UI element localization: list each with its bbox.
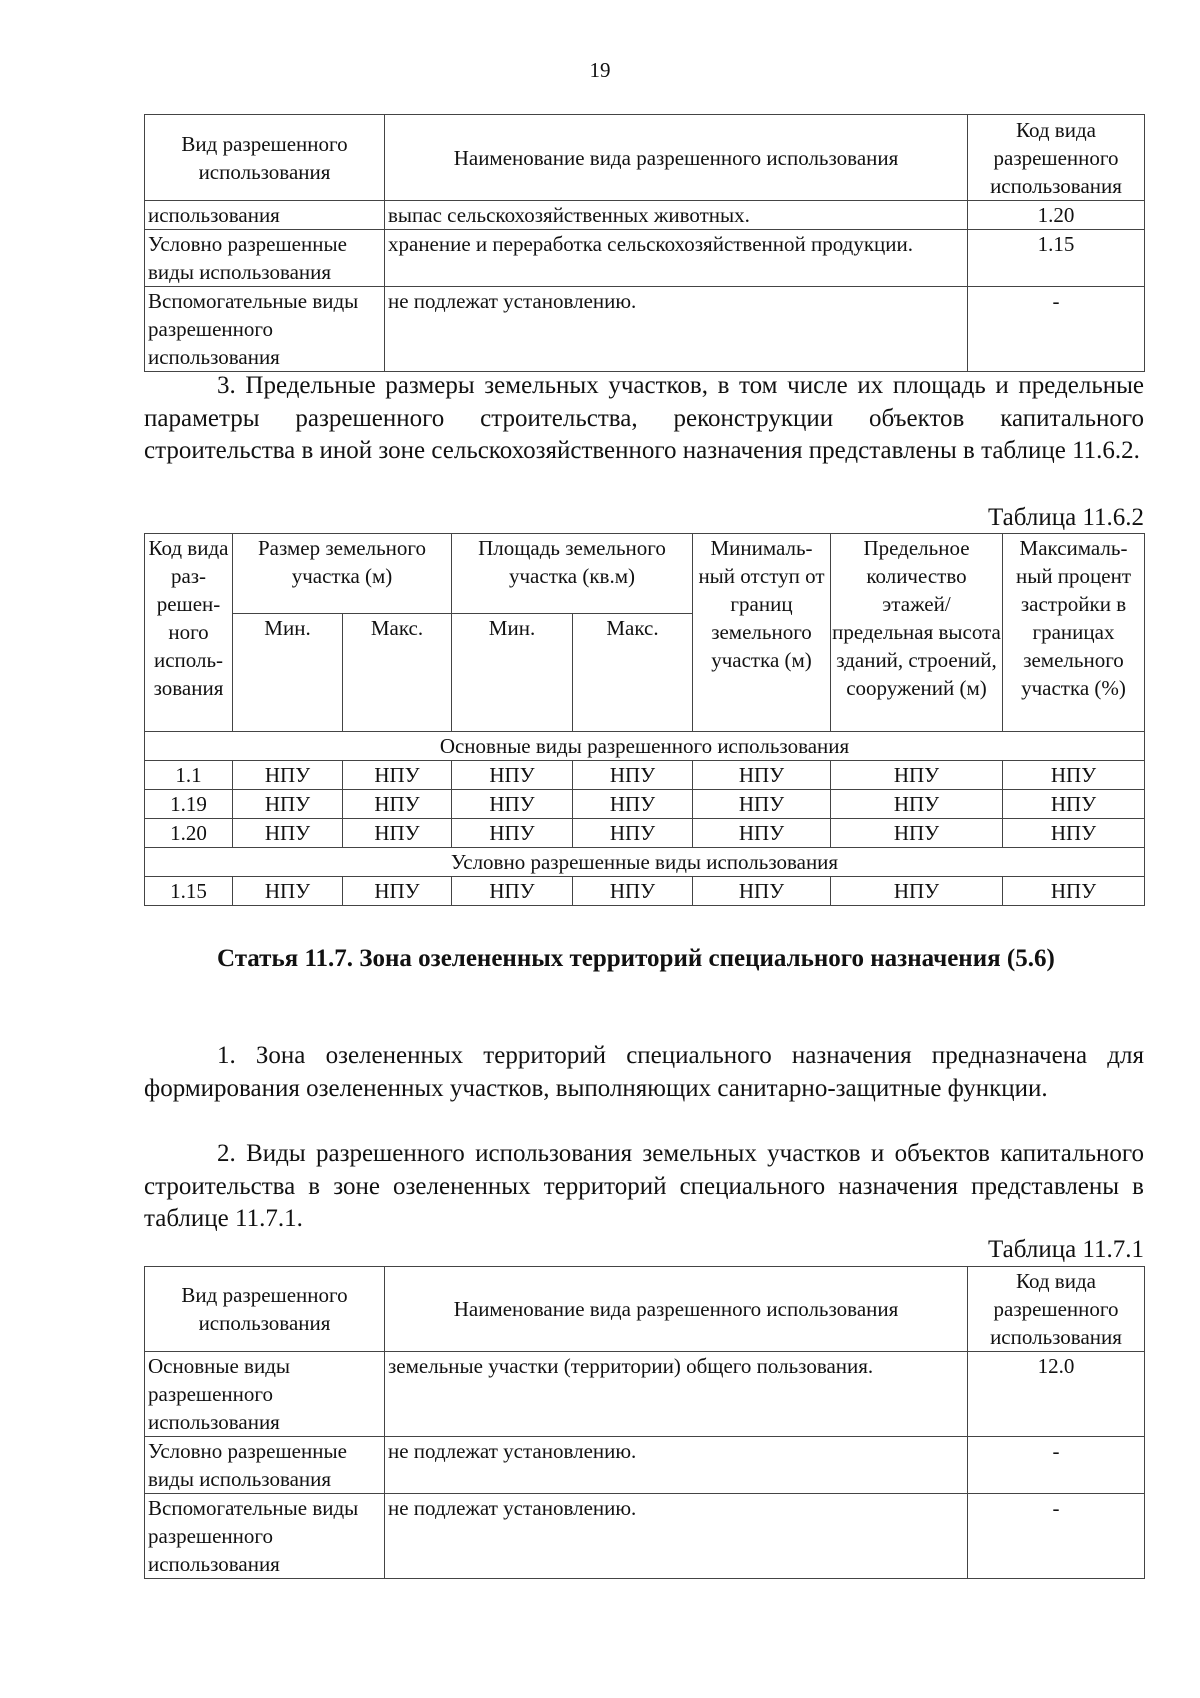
- cell-value: НПУ: [831, 790, 1003, 819]
- cell-use-type: Условно разрешенные виды использования: [145, 1437, 385, 1494]
- cell-use-code: -: [968, 1437, 1145, 1494]
- header-area-max: Макс.: [573, 614, 693, 732]
- paragraph-3: 3. Предельные размеры земельных участков, в том числе их площадь и предельные параметры разрешенного строительства, реконструкции объектов капитального строительства в иной зоне сельскохозяйственного назначения представлены в таблице 11.6.2.: [144, 372, 1144, 464]
- cell-value: НПУ: [233, 877, 343, 906]
- cell-use-name: земельные участки (территории) общего пользования.: [385, 1352, 968, 1437]
- cell-value: НПУ: [343, 790, 452, 819]
- paragraph-1: 1. Зона озелененных территорий специального назначения предназначена для формирования озелененных участков, выполняющих санитарно-защитные функции.: [144, 1042, 1144, 1102]
- cell-use-name: хранение и переработка сельскохозяйственной продукции.: [385, 230, 968, 287]
- cell-use-name: не подлежат установлению.: [385, 1494, 968, 1579]
- section-conditional-uses: Условно разрешенные виды использования: [145, 848, 1145, 877]
- section-row-conditional: [145, 848, 1145, 877]
- table-caption-11-6-2: Таблица 11.6.2: [988, 504, 1144, 531]
- table-row: [145, 1352, 1145, 1437]
- table-row: [145, 230, 1145, 287]
- table-header-row: [145, 1267, 1145, 1352]
- cell-code: 1.20: [145, 819, 233, 848]
- header-use-type: Вид разрешенного использования: [145, 1267, 385, 1352]
- cell-value: НПУ: [693, 819, 831, 848]
- table-11-7-1: [144, 1266, 1145, 1579]
- cell-value: НПУ: [233, 761, 343, 790]
- cell-value: НПУ: [452, 819, 573, 848]
- table-row: [145, 790, 1145, 819]
- cell-use-name: не подлежат установлению.: [385, 287, 968, 372]
- header-use-code: Код вида разрешенного использования: [968, 115, 1145, 201]
- paragraph-2: 2. Виды разрешенного использования земельных участков и объектов капитального строительства в зоне озелененных территорий специального назначения представлены в таблице 11.7.1.: [144, 1140, 1144, 1232]
- header-size-min: Мин.: [233, 614, 343, 732]
- cell-use-code: 1.15: [968, 230, 1145, 287]
- cell-value: НПУ: [573, 877, 693, 906]
- table-caption-11-7-1: Таблица 11.7.1: [988, 1236, 1144, 1263]
- cell-value: НПУ: [1003, 819, 1145, 848]
- cell-use-code: -: [968, 1494, 1145, 1579]
- cell-value: НПУ: [831, 761, 1003, 790]
- cell-use-code: 1.20: [968, 201, 1145, 230]
- cell-value: НПУ: [831, 877, 1003, 906]
- cell-use-type: Вспомогательные виды разрешенного использования: [145, 1494, 385, 1579]
- table-row: [145, 201, 1145, 230]
- cell-code: 1.19: [145, 790, 233, 819]
- section-main-uses: Основные виды разрешенного использования: [145, 732, 1145, 761]
- cell-value: НПУ: [831, 819, 1003, 848]
- header-code: Код вида раз-решен-ного исполь-зования: [145, 534, 233, 732]
- cell-value: НПУ: [693, 877, 831, 906]
- cell-value: НПУ: [233, 790, 343, 819]
- table-row: [145, 287, 1145, 372]
- cell-use-name: не подлежат установлению.: [385, 1437, 968, 1494]
- cell-value: НПУ: [452, 761, 573, 790]
- cell-value: НПУ: [573, 819, 693, 848]
- cell-code: 1.15: [145, 877, 233, 906]
- cell-value: НПУ: [343, 819, 452, 848]
- cell-value: НПУ: [233, 819, 343, 848]
- section-row-main: [145, 732, 1145, 761]
- cell-value: НПУ: [343, 877, 452, 906]
- header-use-type: Вид разрешенного использования: [145, 115, 385, 201]
- cell-value: НПУ: [452, 877, 573, 906]
- table-row: [145, 819, 1145, 848]
- table-header-row: [145, 115, 1145, 201]
- table-row: [145, 761, 1145, 790]
- cell-use-type: Вспомогательные виды разрешенного использования: [145, 287, 385, 372]
- cell-value: НПУ: [1003, 761, 1145, 790]
- cell-value: НПУ: [573, 790, 693, 819]
- header-area-min: Мин.: [452, 614, 573, 732]
- page-number: 19: [589, 58, 611, 82]
- cell-use-type: Основные виды разрешенного использования: [145, 1352, 385, 1437]
- cell-use-name: выпас сельскохозяйственных животных.: [385, 201, 968, 230]
- table-header-row: [145, 534, 1145, 614]
- article-heading: Статья 11.7. Зона озелененных территорий специального назначения (5.6): [217, 945, 1055, 972]
- header-plot-area: Площадь земельного участка (кв.м): [452, 534, 693, 614]
- header-plot-size: Размер земельного участка (м): [233, 534, 452, 614]
- cell-value: НПУ: [693, 790, 831, 819]
- header-max-floors: Предельное количество этажей/ предельная высота зданий, строений, сооружений (м): [831, 534, 1003, 732]
- table-land-use-continued: [144, 114, 1145, 372]
- table-11-6-2: [144, 533, 1145, 906]
- cell-value: НПУ: [343, 761, 452, 790]
- cell-value: НПУ: [1003, 877, 1145, 906]
- table-row: [145, 877, 1145, 906]
- cell-value: НПУ: [693, 761, 831, 790]
- header-use-code: Код вида разрешенного использования: [968, 1267, 1145, 1352]
- cell-value: НПУ: [1003, 790, 1145, 819]
- cell-value: НПУ: [573, 761, 693, 790]
- header-size-max: Макс.: [343, 614, 452, 732]
- cell-use-type: Условно разрешенные виды использования: [145, 230, 385, 287]
- cell-use-code: -: [968, 287, 1145, 372]
- header-min-setback: Минималь-ный отступ от границ земельного участка (м): [693, 534, 831, 732]
- cell-value: НПУ: [452, 790, 573, 819]
- cell-use-type: использования: [145, 201, 385, 230]
- header-max-coverage: Максималь-ный процент застройки в границах земельного участка (%): [1003, 534, 1145, 732]
- header-use-name: Наименование вида разрешенного использования: [385, 115, 968, 201]
- cell-use-code: 12.0: [968, 1352, 1145, 1437]
- header-use-name: Наименование вида разрешенного использования: [385, 1267, 968, 1352]
- table-row: [145, 1437, 1145, 1494]
- table-row: [145, 1494, 1145, 1579]
- cell-code: 1.1: [145, 761, 233, 790]
